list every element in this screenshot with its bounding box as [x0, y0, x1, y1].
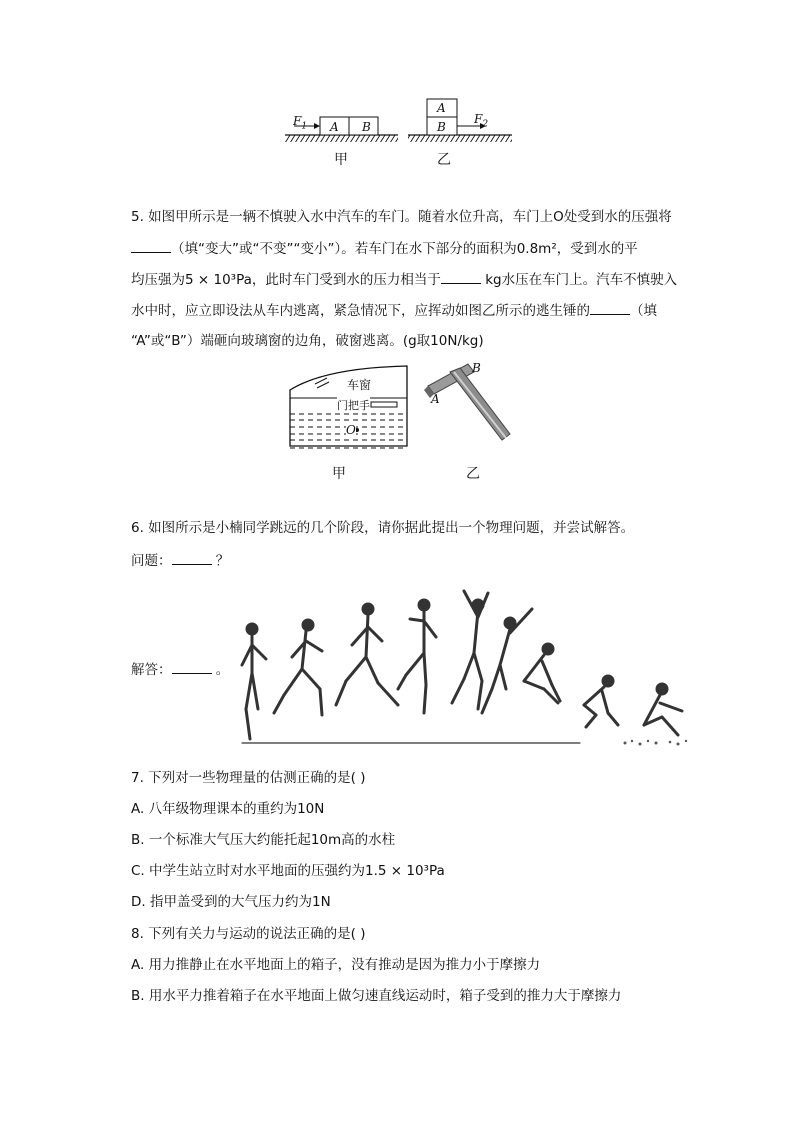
block-a-label-yi: A — [437, 101, 446, 115]
caption-yi-1: 乙 — [437, 152, 451, 168]
q5-line4: 水中时，应立即设法从车内逃离，紧急情况下，应挥动如图乙所示的逃生锤的 （填 — [131, 300, 657, 321]
q5-line1: 5. 如图甲所示是一辆不慎驶入水中汽车的车门。随着水位升高，车门上O处受到水的压强将 — [131, 209, 672, 225]
f2-label: $F_2$ — [474, 112, 489, 130]
hammer-b-label: B — [472, 361, 481, 375]
q7-option-a[interactable]: A. 八年级物理课本的重约为10N — [131, 801, 325, 817]
q6-line1: 6. 如图所示是小楠同学跳远的几个阶段，请你据此提出一个物理问题，并尝试解答。 — [131, 520, 635, 536]
window-label: 车窗 — [347, 378, 372, 392]
caption-jia-1: 甲 — [334, 152, 348, 168]
caption-yi-2: 乙 — [466, 466, 480, 482]
q8-option-a[interactable]: A. 用力推静止在水平地面上的箱子，没有推动是因为推力小于摩擦力 — [131, 957, 541, 973]
hammer-a-label: A — [431, 392, 440, 406]
q7-option-b[interactable]: B. 一个标准大气压大约能托起10m高的水柱 — [131, 832, 396, 848]
q6-answer-blank[interactable] — [172, 659, 212, 674]
block-b-label-yi: B — [437, 120, 446, 134]
q7-option-c[interactable]: C. 中学生站立时对水平地面的压强约为1.5 × 10³Pa — [131, 863, 445, 879]
f1-label: $F_1$ — [293, 114, 308, 132]
block-a-label-jia: A — [330, 120, 339, 134]
q8-option-b[interactable]: B. 用水平力推着箱子在水平地面上做匀速直线运动时，箱子受到的推力大于摩擦力 — [131, 988, 622, 1004]
q6-answer: 解答： 。 — [131, 659, 229, 680]
q5-line5: “A”或“B”）端砸向玻璃窗的边角，破窗逃离。(g取10N/kg) — [131, 333, 484, 349]
q5-line3: 均压强为5 × 10³Pa，此时车门受到水的压力相当于 kg水压在车门上。汽车不慎驶入 — [131, 269, 677, 290]
q5-line2: （填“变大”或“不变”“变小”）。若车门在水下部分的面积为0.8m²，受到水的平 — [131, 238, 638, 259]
q5-blank-1[interactable] — [131, 238, 171, 253]
q7-stem: 7. 下列对一些物理量的估测正确的是( ) — [131, 770, 366, 786]
long-jump-figure — [230, 585, 700, 750]
q5-blank-3[interactable] — [590, 300, 630, 315]
q6-question-blank[interactable] — [172, 550, 212, 565]
q6-question: 问题： ？ — [131, 550, 229, 571]
blocks-figure — [280, 95, 520, 170]
q7-option-d[interactable]: D. 指甲盖受到的大气压力约为1N — [131, 894, 331, 910]
caption-jia-2: 甲 — [332, 466, 346, 482]
q5-blank-2[interactable] — [441, 269, 481, 284]
point-o-label: O — [346, 423, 356, 437]
q8-stem: 8. 下列有关力与运动的说法正确的是( ) — [131, 926, 366, 942]
handle-label: 门把手 — [337, 399, 370, 412]
block-b-label-jia: B — [362, 120, 371, 134]
